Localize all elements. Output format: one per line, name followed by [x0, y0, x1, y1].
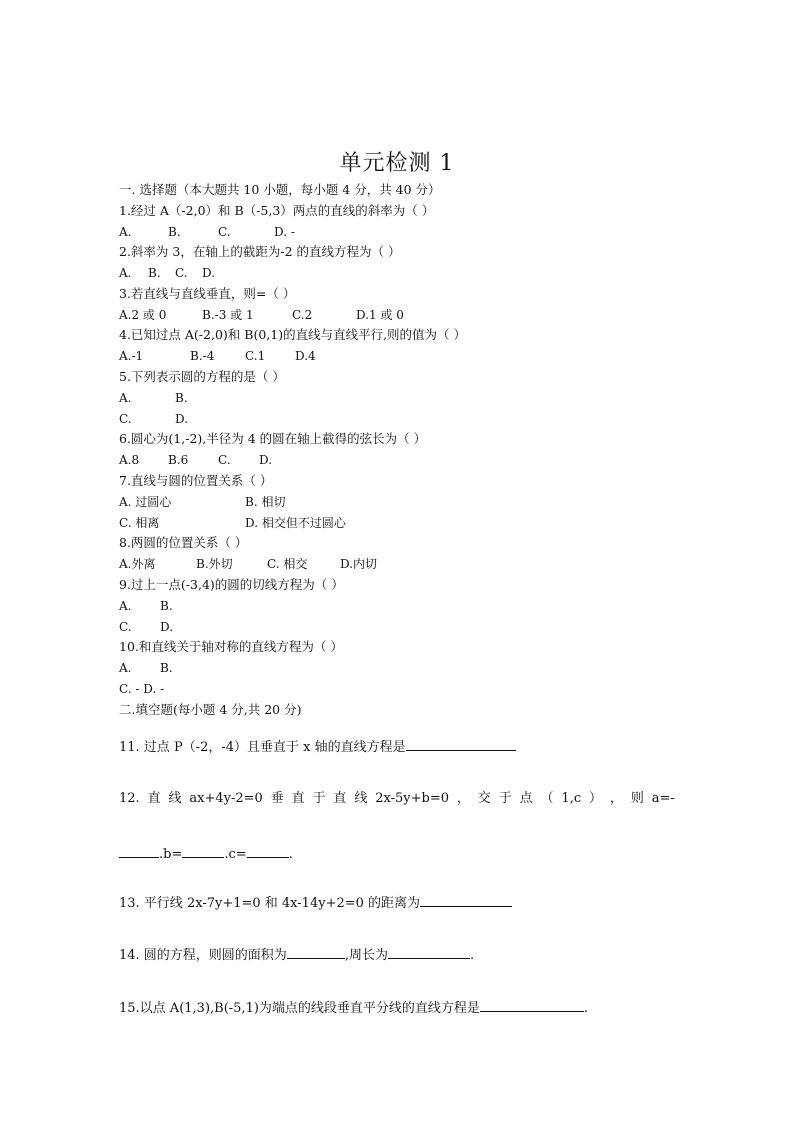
q6-option-d: D.	[259, 453, 273, 467]
question-9-stem: 9.过上一点(-3,4)的圆的切线方程为（ ）	[119, 577, 344, 592]
q12-word: ）	[589, 791, 603, 806]
q8-option-b: B.外切	[196, 557, 233, 571]
q15-text: 15.以点 A(1,3),B(-5,1)为端点的线段垂直平分线的直线方程是	[119, 1001, 480, 1016]
q9-option-c: C.	[119, 620, 132, 634]
q12-word: ，	[456, 791, 470, 806]
question-8-stem: 8.两圆的位置关系（ ）	[119, 535, 248, 550]
q15-answer-blank[interactable]	[480, 999, 584, 1012]
q12-word: ，	[609, 791, 623, 806]
q12-c-blank[interactable]	[247, 845, 289, 858]
q3-option-a: A.2 或 0	[119, 308, 167, 322]
question-5-stem: 5.下列表示圆的方程的是（ ）	[119, 369, 285, 384]
q2-option-b: B.	[148, 266, 161, 280]
q1-option-b: B.	[168, 225, 181, 239]
q12-word: 于	[312, 791, 326, 806]
q12-word: 1,c	[561, 791, 582, 806]
q12-c-label: .c=	[224, 847, 247, 862]
question-4-stem: 4.已知过点 A(-2,0)和 B(0,1)的直线与直线平行,则的值为（ ）	[119, 327, 467, 342]
q12-b-blank[interactable]	[182, 845, 224, 858]
q12-word: a=-	[651, 791, 675, 806]
q6-option-b: B.6	[168, 453, 189, 467]
question-13	[119, 894, 512, 913]
question-7-stem: 7.直线与圆的位置关系（ ）	[119, 473, 273, 488]
q12-word: 点	[519, 791, 533, 806]
q7-option-b: B. 相切	[245, 495, 286, 509]
q8-option-d: D.内切	[340, 557, 378, 571]
q13-text: 13. 平行线 2x-7y+1=0 和 4x-14y+2=0 的距离为	[119, 896, 421, 911]
q12-word: 直	[147, 791, 161, 806]
q11-text: 11. 过点 P（-2，-4）且垂直于 x 轴的直线方程是	[119, 740, 406, 755]
q14-area-blank[interactable]	[287, 946, 345, 959]
q12-b-label: .b=	[159, 847, 183, 862]
q15-end: .	[583, 1001, 589, 1016]
q8-option-c: C. 相交	[267, 557, 308, 571]
q3-option-c: C.2	[292, 308, 313, 322]
q6-option-c: C.	[218, 453, 231, 467]
question-10-stem: 10.和直线关于轴对称的直线方程为（ ）	[119, 639, 343, 654]
q4-option-d: D.4	[295, 349, 316, 363]
q2-option-a: A.	[119, 266, 132, 280]
question-1-stem: 1.经过 A（-2,0）和 B（-5,3）两点的直线的斜率为（ ）	[119, 203, 435, 218]
section2-heading: 二.填空题(每小题 4 分,共 20 分)	[119, 702, 302, 717]
q10-option-a: A.	[119, 661, 132, 675]
question-6-stem: 6.圆心为(1,-2),半径为 4 的圆在轴上截得的弦长为（ ）	[119, 431, 427, 446]
q12-word: ax+4y-2=0	[189, 791, 263, 806]
q2-option-d: D.	[202, 266, 216, 280]
q5-option-d: D.	[175, 412, 189, 426]
q12-word: 2x-5y+b=0	[375, 791, 449, 806]
q6-option-a: A.8	[119, 453, 140, 467]
q12-a-blank[interactable]	[119, 845, 159, 858]
q4-option-c: C.1	[245, 349, 266, 363]
q7-option-c: C. 相离	[119, 516, 160, 530]
q1-option-d: D. -	[274, 225, 295, 239]
q12-word: 线	[354, 791, 368, 806]
q9-option-a: A.	[119, 599, 132, 613]
q12-word: 交	[477, 791, 491, 806]
section1-heading: 一. 选择题（本大题共 10 小题，每小题 4 分，共 40 分）	[119, 182, 441, 197]
q5-option-b: B.	[175, 391, 188, 405]
question-2-stem: 2.斜率为 3，在轴上的截距为-2 的直线方程为（ ）	[119, 244, 401, 259]
question-12-line2	[119, 845, 293, 864]
q8-option-a: A.外离	[119, 557, 156, 571]
q9-option-d: D.	[160, 620, 174, 634]
q1-option-a: A.	[119, 225, 132, 239]
question-12-line1	[119, 790, 675, 808]
q12-word: 于	[498, 791, 512, 806]
q1-option-c: C.	[218, 225, 231, 239]
q12-word: 直	[291, 791, 305, 806]
q3-option-b: B.-3 或 1	[202, 308, 254, 322]
q14-text-b: ,周长为	[344, 948, 388, 963]
q12-word: 线	[168, 791, 182, 806]
q12-word: 则	[630, 791, 644, 806]
q10-option-b: B.	[160, 661, 173, 675]
q2-option-c: C.	[175, 266, 188, 280]
q12-end: .	[288, 847, 293, 862]
q4-option-a: A.-1	[119, 349, 144, 363]
page-title: 单元检测 1	[339, 151, 455, 176]
q12-word: 12.	[119, 791, 140, 806]
q5-option-c: C.	[119, 412, 132, 426]
q14-end: .	[469, 948, 475, 963]
question-11	[119, 738, 516, 757]
q12-word: 垂	[270, 791, 284, 806]
q12-word: 直	[333, 791, 347, 806]
q11-answer-blank[interactable]	[406, 738, 516, 751]
q3-option-d: D.1 或 0	[356, 308, 404, 322]
question-15	[119, 999, 588, 1018]
q7-option-d: D. 相交但不过圆心	[245, 516, 346, 530]
q12-word: （	[540, 791, 554, 806]
q5-option-a: A.	[119, 391, 132, 405]
q9-option-b: B.	[160, 599, 173, 613]
q14-perimeter-blank[interactable]	[388, 946, 470, 959]
q13-answer-blank[interactable]	[420, 894, 512, 907]
q10-option-cd: C. - D. -	[119, 682, 165, 696]
question-3-stem: 3.若直线与直线垂直，则=（ ）	[119, 286, 296, 301]
q4-option-b: B.-4	[190, 349, 215, 363]
question-14	[119, 946, 474, 965]
q14-text-a: 14. 圆的方程，则圆的面积为	[119, 948, 287, 963]
q7-option-a: A. 过圆心	[119, 495, 172, 509]
